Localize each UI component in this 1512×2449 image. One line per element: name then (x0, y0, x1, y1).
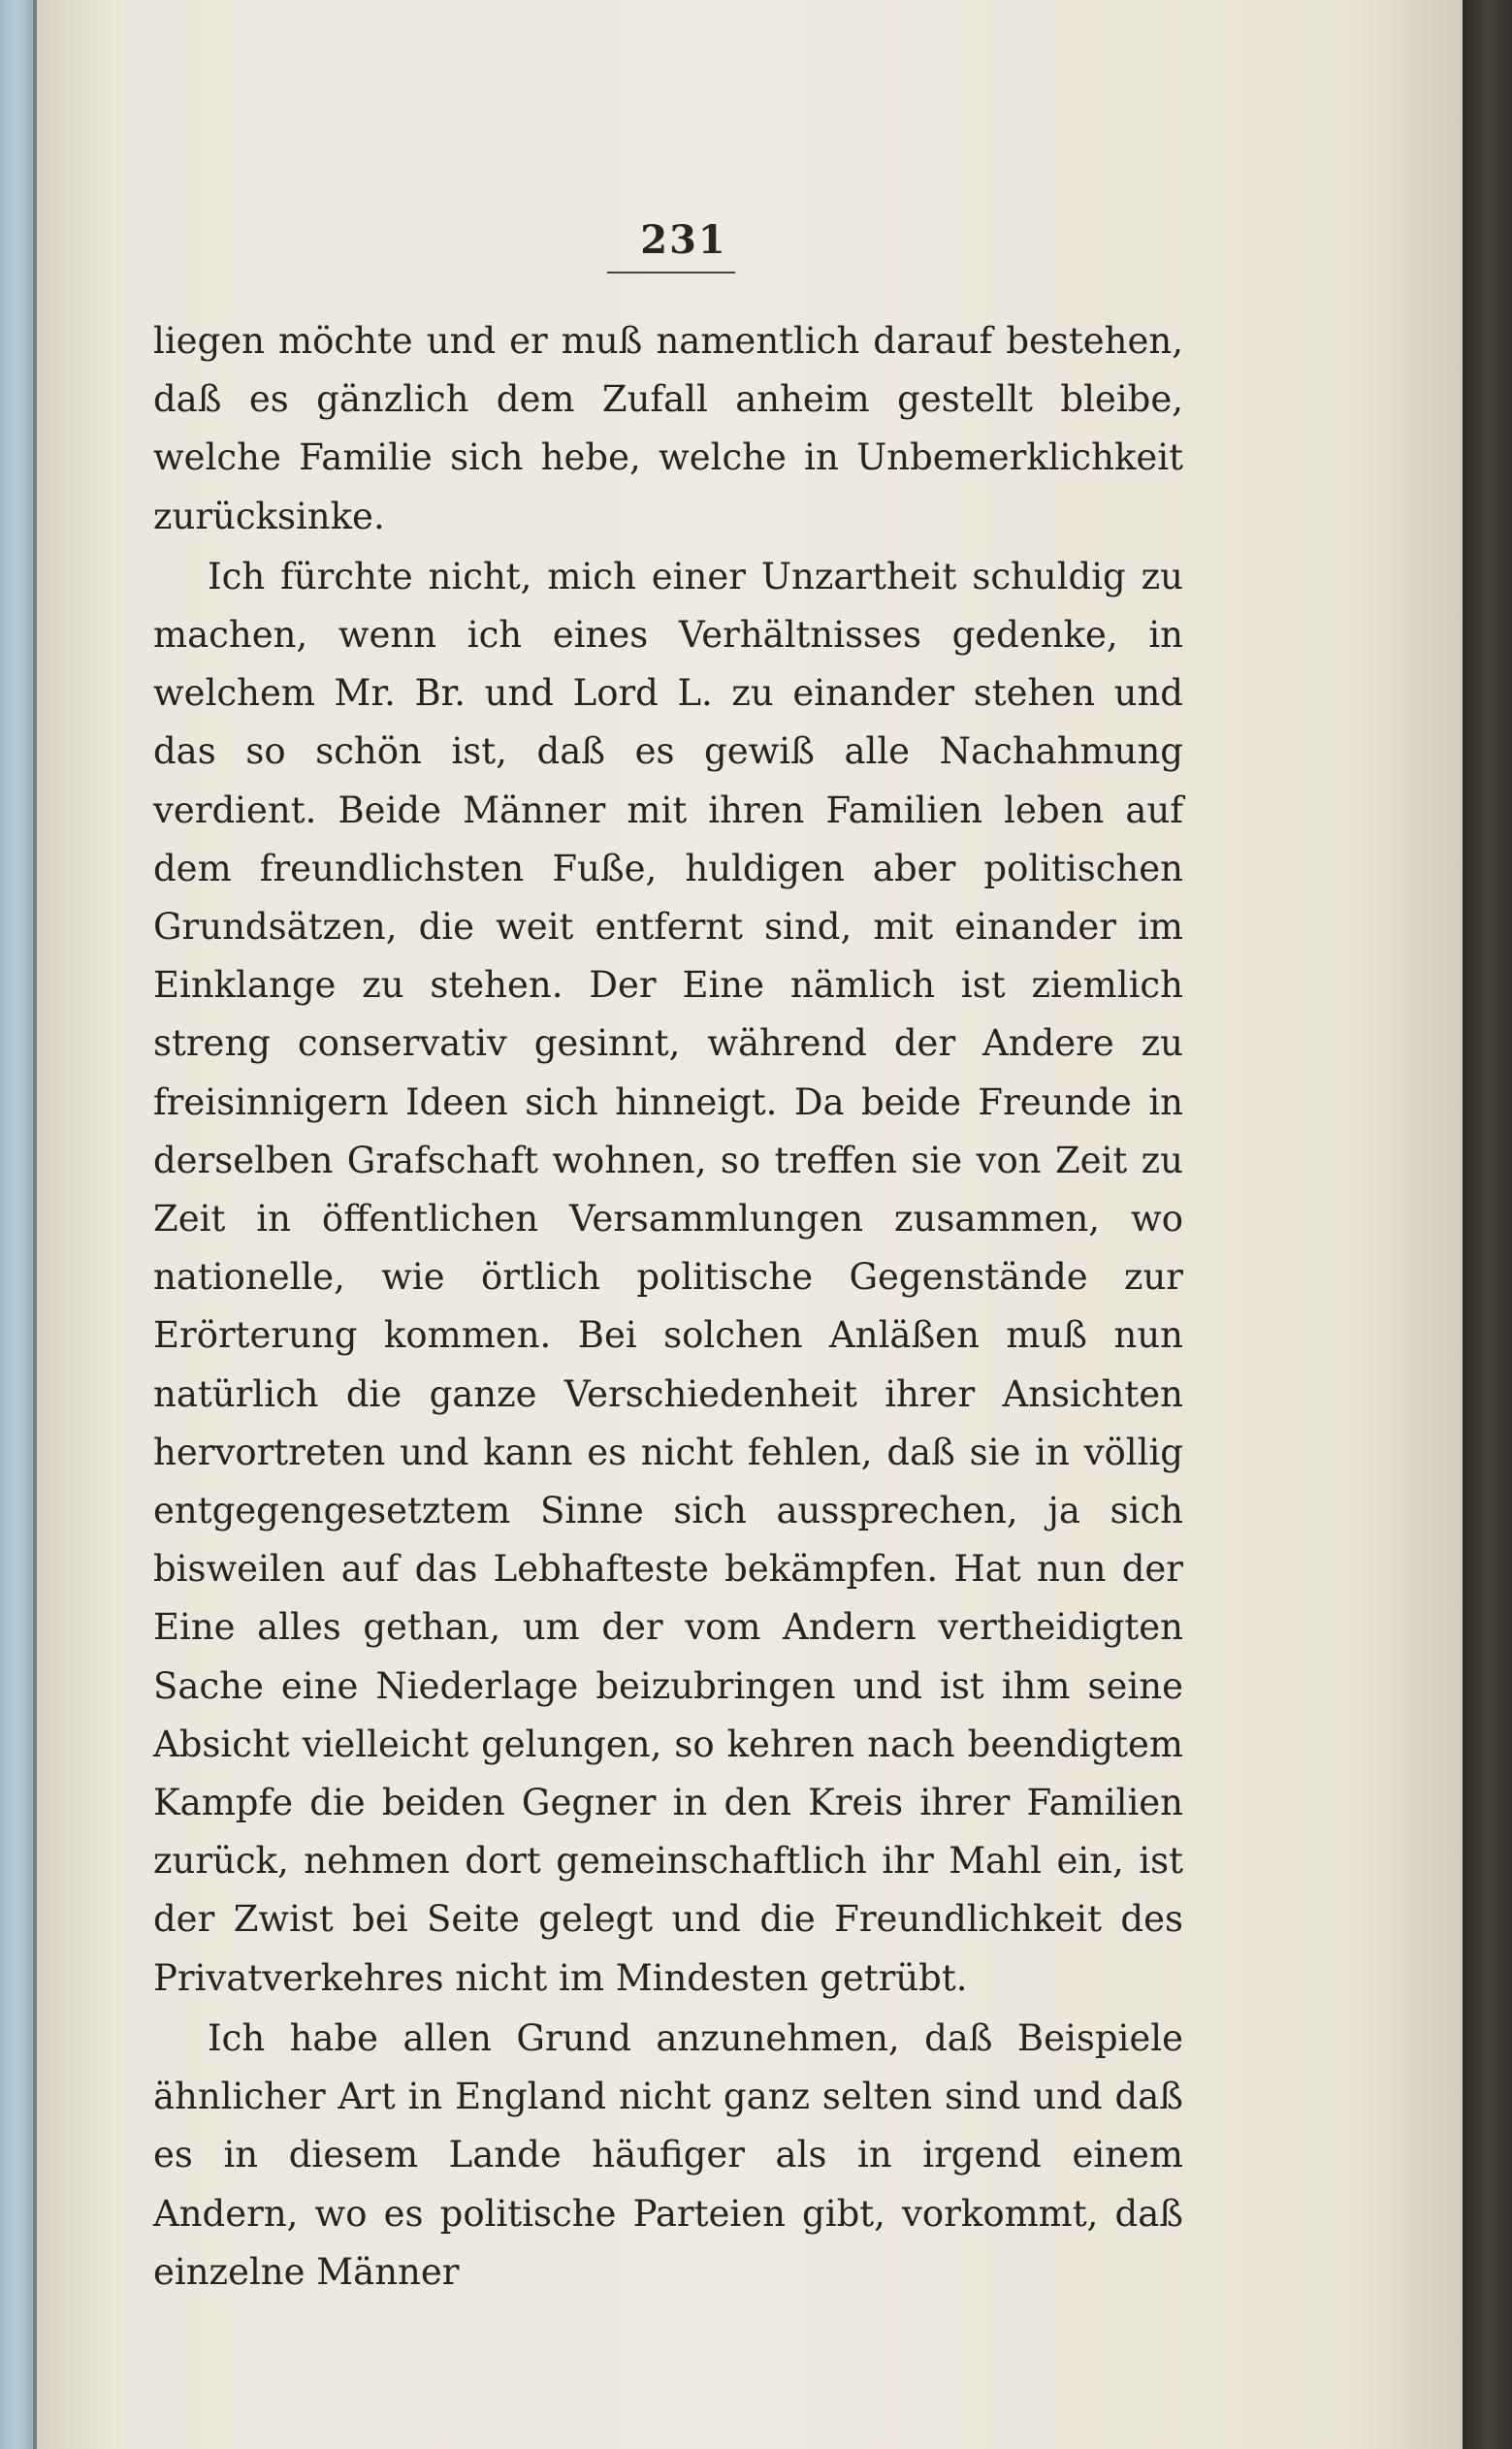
paragraph: Ich fürchte nicht, mich einer Unzartheit schuldig zu machen, wenn ich eines Verhältnisses gedenke, in welchem Mr. Br. und Lord L. zu einander stehen und das so schön ist, daß es gewiß alle Nachahmung verdient. Beide Männer mit ihren Familien leben auf dem freundlichsten Fuße, huldigen aber politischen Grundsätzen, die weit entfernt sind, mit einander im Einklange zu stehen. Der Eine nämlich ist ziemlich streng conservativ gesinnt, während der Andere zu freisinnigern Ideen sich hinneigt. Da beide Freunde in derselben Grafschaft wohnen, so treffen sie von Zeit zu Zeit in öffentlichen Versammlungen zusammen, wo nationelle, wie örtlich politische Gegenstände zur Erörterung kommen. Bei solchen Anläßen muß nun natürlich die ganze Verschiedenheit ihrer Ansichten hervortreten und kann es nicht fehlen, daß sie in völlig entgegengesetztem Sinne sich aussprechen, ja sich bisweilen auf das Lebhafteste bekämpfen. Hat nun der Eine alles gethan, um der vom Andern vertheidigten Sache eine Niederlage beizubringen und ist ihm seine Absicht vielleicht gelungen, so kehren nach beendigtem Kampfe die beiden Gegner in den Kreis ihrer Familien zurück, nehmen dort gemeinschaftlich ihr Mahl ein, ist der Zwist bei Seite gelegt und die Freundlichkeit des Privatverkehres nicht im Mindesten getrübt. (153, 555, 1183, 1999)
book-left-edge (0, 0, 37, 2449)
body-text (153, 312, 1183, 2302)
book-right-gutter (1463, 0, 1512, 2449)
paragraph: Ich habe allen Grund anzunehmen, daß Beispiele ähnlicher Art in England nicht ganz selten sind und daß es in diesem Lande häufiger als in irgend einem Andern, wo es politische Parteien gibt, vorkommt, daß einzelne Männer (153, 2016, 1183, 2293)
page-number: 231 (640, 217, 727, 263)
paragraph: liegen möchte und er muß namentlich darauf bestehen, daß es gänzlich dem Zufall anheim gestellt bleibe, welche Familie sich hebe, welche in Unbemerklichkeit zurücksinke. (153, 320, 1183, 537)
header-rule (607, 272, 735, 274)
